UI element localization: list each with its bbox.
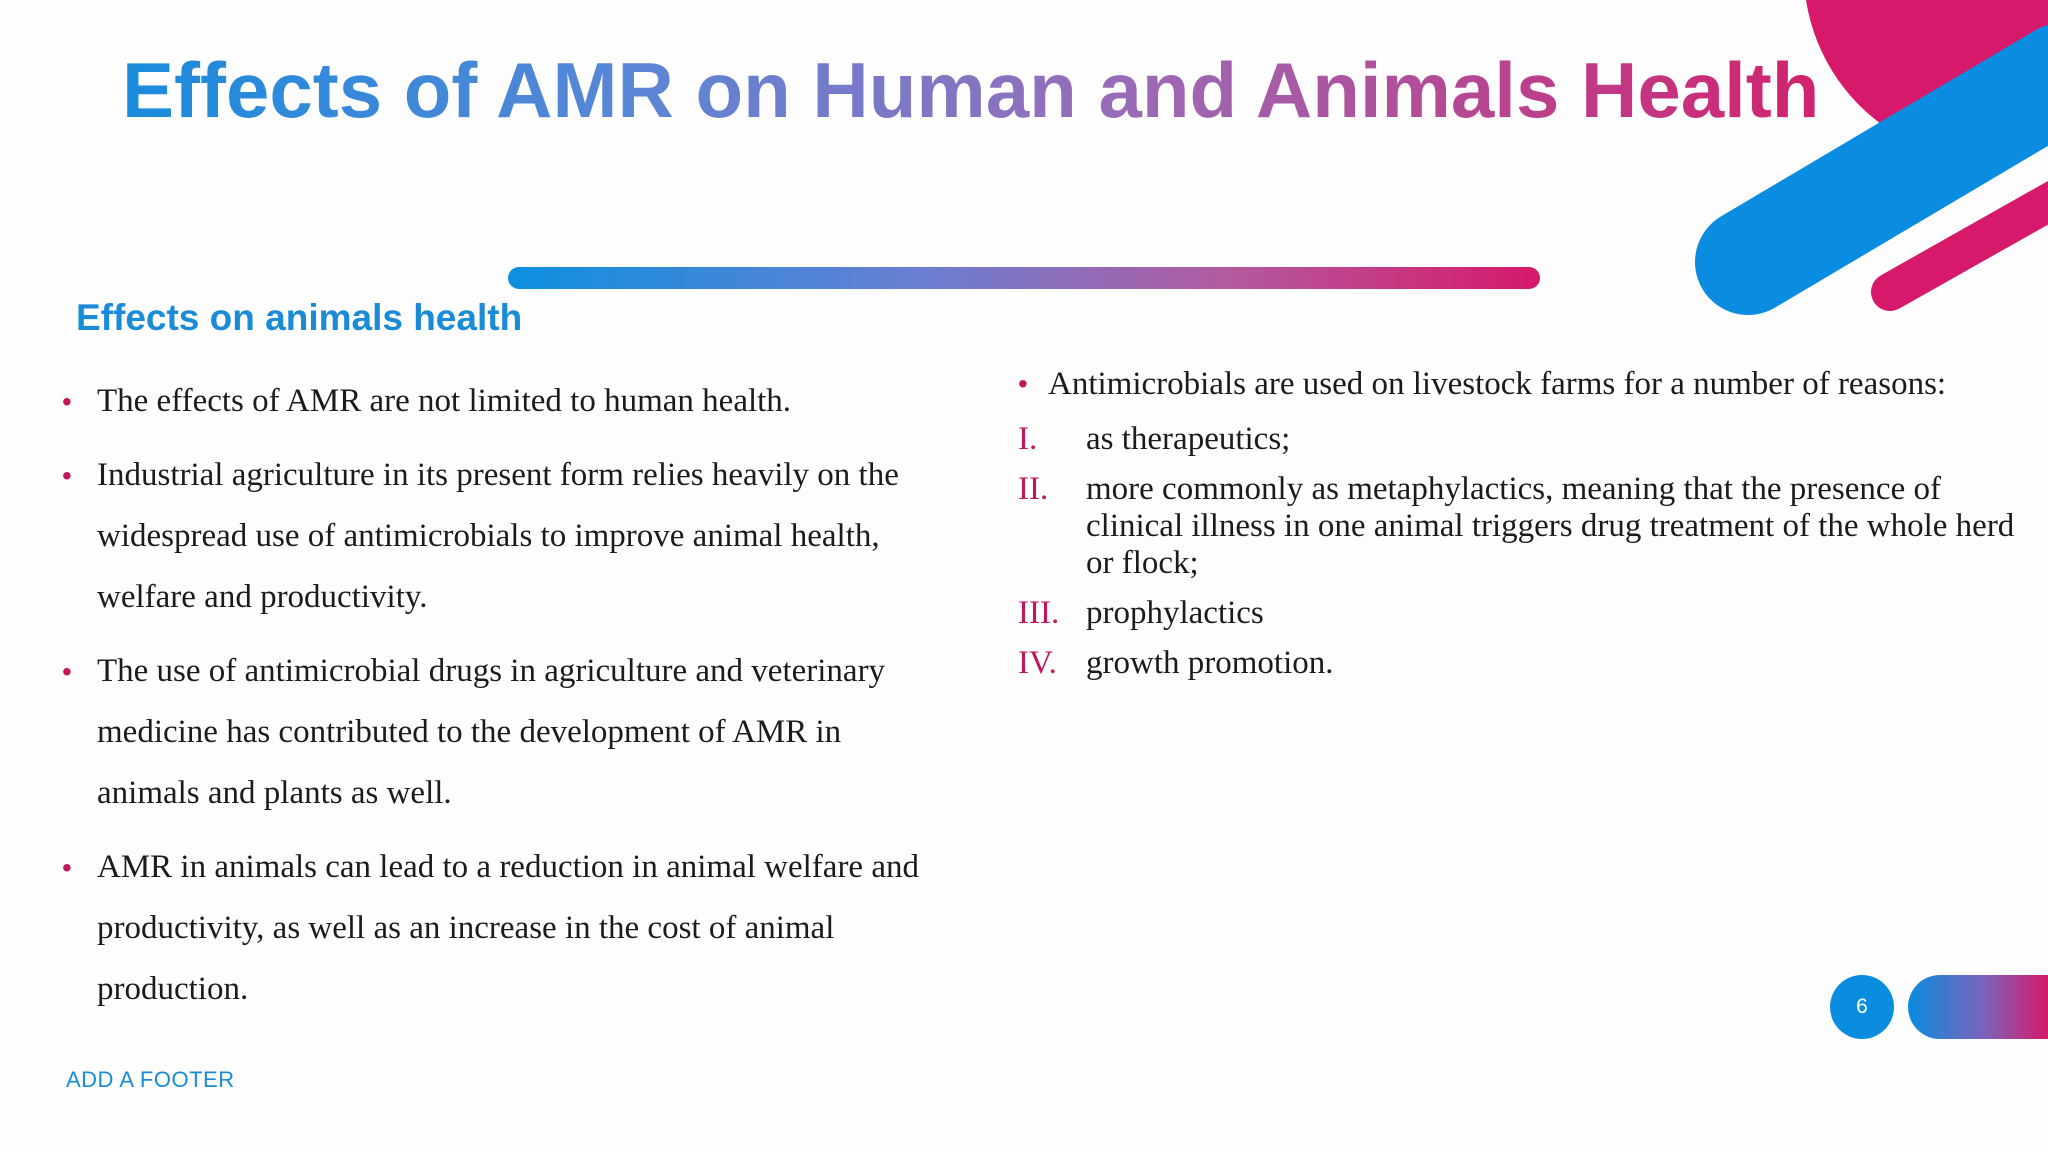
roman-numeral: II. bbox=[1018, 471, 1049, 507]
section-subtitle: Effects on animals health bbox=[76, 297, 523, 338]
bullet-text: AMR in animals can lead to a reduction in animal welfare and productivity, as well as an increase in the cost of animal production. bbox=[97, 849, 919, 1007]
list-item bbox=[1018, 471, 2046, 582]
animal-health-bullet-list bbox=[62, 371, 922, 1033]
livestock-reasons-block bbox=[1018, 360, 2046, 682]
reason-text: more commonly as metaphylactics, meaning that the presence of clinical illness in one animal triggers drug treatment of the whole herd or flock; bbox=[1086, 471, 2015, 581]
reason-text: prophylactics bbox=[1086, 595, 1264, 631]
roman-numeral: III. bbox=[1018, 595, 1060, 631]
list-item bbox=[62, 371, 922, 432]
bullet-text: The effects of AMR are not limited to human health. bbox=[97, 383, 792, 419]
title-divider-bar bbox=[508, 267, 1540, 289]
list-item bbox=[62, 445, 922, 628]
bullet-icon: • bbox=[1018, 368, 1028, 399]
bullet-text: Industrial agriculture in its present form relies heavily on the widespread use of antimicrobials to improve animal health, welfare and productivity. bbox=[97, 457, 899, 615]
page-tab-shape bbox=[1908, 975, 2048, 1039]
bullet-text: The use of antimicrobial drugs in agriculture and veterinary medicine has contributed to the development of AMR in animals and plants as well. bbox=[97, 653, 886, 811]
list-item bbox=[1018, 421, 2046, 458]
slide-title: Effects of AMR on Human and Animals Health bbox=[122, 40, 1819, 140]
bullet-icon: • bbox=[62, 852, 72, 883]
list-item bbox=[1018, 645, 2046, 682]
footer-text: ADD A FOOTER bbox=[66, 1067, 235, 1092]
list-item bbox=[62, 837, 922, 1020]
reasons-intro-text: Antimicrobials are used on livestock farms for a number of reasons: bbox=[1048, 366, 1947, 402]
reason-text: as therapeutics; bbox=[1086, 421, 1291, 457]
page-number-badge: 6 bbox=[1830, 975, 1894, 1039]
roman-numeral: I. bbox=[1018, 421, 1038, 457]
reasons-list bbox=[1018, 421, 2046, 682]
roman-numeral: IV. bbox=[1018, 645, 1057, 681]
list-item bbox=[62, 641, 922, 824]
bullet-icon: • bbox=[62, 386, 72, 417]
reason-text: growth promotion. bbox=[1086, 645, 1334, 681]
list-item bbox=[1018, 595, 2046, 632]
bullet-icon: • bbox=[62, 460, 72, 491]
bullet-icon: • bbox=[62, 656, 72, 687]
reasons-intro bbox=[1018, 360, 2046, 408]
